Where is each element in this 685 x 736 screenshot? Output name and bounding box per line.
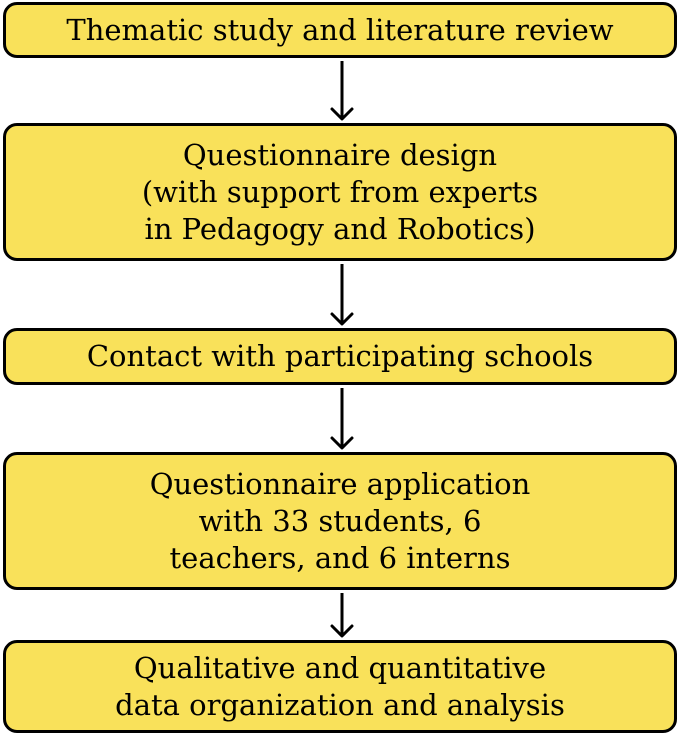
step-data-analysis [3, 640, 677, 733]
step-1-line-1: Thematic study and literature review [66, 12, 614, 47]
step-2-line-2: (with support from experts [141, 174, 539, 209]
step-3-line-1: Contact with participating schools [86, 339, 594, 373]
step-2-line-3: in Pedagogy and Robotics) [144, 211, 536, 246]
step-5-line-1: Qualitative and quantitative [133, 650, 547, 685]
arrow-down-icon [327, 593, 357, 640]
step-4-line-2: with 33 students, 6 [198, 503, 482, 538]
arrow-down-icon [327, 264, 357, 328]
step-5-line-2: data organization and analysis [115, 687, 565, 722]
step-questionnaire-design [3, 123, 677, 261]
step-thematic-study [3, 2, 677, 58]
arrow-down-icon [327, 61, 357, 123]
step-contact-schools [3, 328, 677, 385]
step-2-line-1: Questionnaire design [182, 137, 498, 172]
step-4-line-3: teachers, and 6 interns [169, 540, 511, 575]
arrow-down-icon [327, 388, 357, 452]
step-4-line-1: Questionnaire application [149, 466, 531, 501]
step-questionnaire-application [3, 452, 677, 590]
